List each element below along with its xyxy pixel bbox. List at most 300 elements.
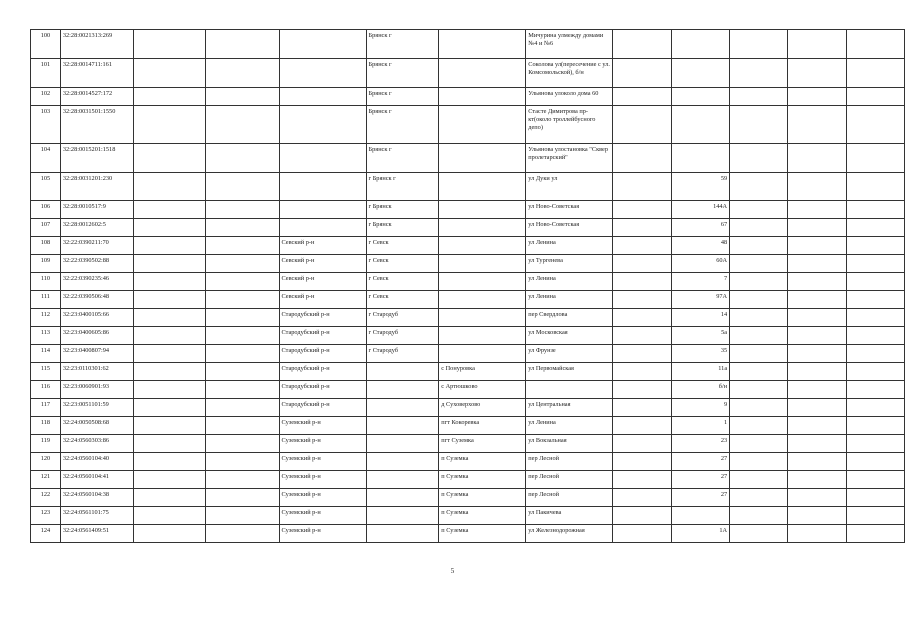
cadastral-number-cell: 32:24:0050508:68 [60, 417, 133, 435]
street-cell: ул Фрунзе [526, 345, 613, 363]
house-number-cell: 14 [671, 309, 729, 327]
street-cell: пер Лесной [526, 489, 613, 507]
cadastral-number-cell: 32:28:0031501:1550 [60, 106, 133, 144]
district-cell: Суземский р-н [279, 525, 366, 543]
row-number-cell: 103 [31, 106, 61, 144]
city-cell [366, 453, 439, 471]
empty-cell [730, 309, 788, 327]
table-row [31, 417, 905, 435]
empty-cell [846, 489, 904, 507]
house-number-cell: 1А [671, 525, 729, 543]
empty-cell [133, 219, 206, 237]
house-number-cell: 35 [671, 345, 729, 363]
row-number-cell: 112 [31, 309, 61, 327]
district-cell: Стародубский р-н [279, 345, 366, 363]
district-cell: Суземский р-н [279, 507, 366, 525]
house-number-cell [671, 507, 729, 525]
settlement-cell [439, 309, 526, 327]
empty-cell [613, 453, 671, 471]
street-cell: Ульянова улоколо дома 60 [526, 88, 613, 106]
empty-cell [846, 237, 904, 255]
row-number-cell: 116 [31, 381, 61, 399]
district-cell [279, 30, 366, 59]
empty-cell [133, 106, 206, 144]
empty-cell [206, 399, 279, 417]
city-cell [366, 471, 439, 489]
page-number: 5 [450, 567, 455, 575]
empty-cell [846, 291, 904, 309]
empty-cell [206, 173, 279, 201]
row-number-cell: 102 [31, 88, 61, 106]
row-number-cell: 104 [31, 144, 61, 173]
empty-cell [846, 88, 904, 106]
row-number-cell: 122 [31, 489, 61, 507]
empty-cell [613, 363, 671, 381]
empty-cell [206, 106, 279, 144]
street-cell: ул Вокзальная [526, 435, 613, 453]
empty-cell [133, 507, 206, 525]
empty-cell [846, 201, 904, 219]
row-number-cell: 121 [31, 471, 61, 489]
empty-cell [613, 417, 671, 435]
settlement-cell: с Артюшково [439, 381, 526, 399]
empty-cell [613, 345, 671, 363]
table-row [31, 237, 905, 255]
street-cell: ул Центральная [526, 399, 613, 417]
cadastral-number-cell: 32:24:0560303:86 [60, 435, 133, 453]
district-cell: Суземский р-н [279, 417, 366, 435]
empty-cell [846, 106, 904, 144]
empty-cell [846, 345, 904, 363]
empty-cell [613, 489, 671, 507]
house-number-cell [671, 59, 729, 88]
empty-cell [613, 435, 671, 453]
settlement-cell [439, 88, 526, 106]
empty-cell [613, 88, 671, 106]
empty-cell [133, 273, 206, 291]
street-cell: пер Лесной [526, 471, 613, 489]
empty-cell [613, 144, 671, 173]
empty-cell [788, 30, 846, 59]
district-cell: Севский р-н [279, 291, 366, 309]
empty-cell [788, 144, 846, 173]
house-number-cell: 27 [671, 471, 729, 489]
row-number-cell: 105 [31, 173, 61, 201]
street-cell: ул Железнодорожная [526, 525, 613, 543]
table-row [31, 327, 905, 345]
district-cell: Суземский р-н [279, 435, 366, 453]
empty-cell [788, 399, 846, 417]
empty-cell [730, 273, 788, 291]
table-row [31, 219, 905, 237]
street-cell: ул Ленина [526, 291, 613, 309]
street-cell: ул Ленина [526, 417, 613, 435]
street-cell: ул Ленина [526, 237, 613, 255]
empty-cell [206, 201, 279, 219]
street-cell: Соколова ул(пересечение с ул. Комсомольской), б/н [526, 59, 613, 88]
cadastral-number-cell: 32:23:0110301:62 [60, 363, 133, 381]
empty-cell [730, 255, 788, 273]
empty-cell [206, 144, 279, 173]
street-cell: ул Ленина [526, 273, 613, 291]
settlement-cell: п Суземка [439, 525, 526, 543]
house-number-cell: 7 [671, 273, 729, 291]
empty-cell [846, 435, 904, 453]
street-cell: ул Пакичева [526, 507, 613, 525]
cadastral-number-cell: 32:24:0560104:38 [60, 489, 133, 507]
district-cell [279, 201, 366, 219]
cadastral-number-cell: 32:22:0390502:88 [60, 255, 133, 273]
empty-cell [730, 30, 788, 59]
empty-cell [788, 219, 846, 237]
table-row [31, 309, 905, 327]
city-cell [366, 525, 439, 543]
table-row [31, 30, 905, 59]
empty-cell [730, 59, 788, 88]
empty-cell [206, 363, 279, 381]
empty-cell [788, 525, 846, 543]
street-cell: ул Дуки ул [526, 173, 613, 201]
empty-cell [788, 417, 846, 435]
empty-cell [133, 88, 206, 106]
empty-cell [730, 327, 788, 345]
row-number-cell: 113 [31, 327, 61, 345]
house-number-cell: 97А [671, 291, 729, 309]
empty-cell [788, 327, 846, 345]
settlement-cell [439, 345, 526, 363]
row-number-cell: 109 [31, 255, 61, 273]
cadastral-number-cell: 32:22:0390211:70 [60, 237, 133, 255]
row-number-cell: 110 [31, 273, 61, 291]
empty-cell [206, 435, 279, 453]
cadastral-number-cell: 32:22:0390506:48 [60, 291, 133, 309]
data-table [30, 29, 905, 543]
empty-cell [846, 417, 904, 435]
house-number-cell: 5а [671, 327, 729, 345]
district-cell: Севский р-н [279, 255, 366, 273]
empty-cell [730, 219, 788, 237]
empty-cell [846, 59, 904, 88]
empty-cell [613, 291, 671, 309]
empty-cell [730, 417, 788, 435]
settlement-cell: пгт Суземка [439, 435, 526, 453]
empty-cell [613, 201, 671, 219]
empty-cell [788, 435, 846, 453]
district-cell [279, 88, 366, 106]
table-row [31, 507, 905, 525]
settlement-cell: д Суховерхово [439, 399, 526, 417]
house-number-cell: 27 [671, 489, 729, 507]
table-row [31, 291, 905, 309]
row-number-cell: 114 [31, 345, 61, 363]
house-number-cell [671, 30, 729, 59]
empty-cell [613, 309, 671, 327]
empty-cell [133, 453, 206, 471]
city-cell: г Стародуб [366, 345, 439, 363]
empty-cell [206, 471, 279, 489]
empty-cell [133, 327, 206, 345]
empty-cell [133, 30, 206, 59]
row-number-cell: 108 [31, 237, 61, 255]
empty-cell [730, 525, 788, 543]
empty-cell [730, 381, 788, 399]
empty-cell [133, 381, 206, 399]
street-cell: Мичурина улмежду домами №4 и №6 [526, 30, 613, 59]
street-cell: Стасте Димитрова пр-кт(около троллейбусного депо) [526, 106, 613, 144]
empty-cell [613, 525, 671, 543]
settlement-cell [439, 173, 526, 201]
street-cell: ул Московская [526, 327, 613, 345]
empty-cell [788, 291, 846, 309]
empty-cell [846, 381, 904, 399]
table-row [31, 381, 905, 399]
empty-cell [133, 173, 206, 201]
empty-cell [730, 489, 788, 507]
settlement-cell [439, 237, 526, 255]
empty-cell [846, 309, 904, 327]
district-cell: Стародубский р-н [279, 363, 366, 381]
district-cell [279, 173, 366, 201]
city-cell: г Брянск [366, 201, 439, 219]
empty-cell [613, 219, 671, 237]
city-cell: Брянск г [366, 106, 439, 144]
settlement-cell [439, 144, 526, 173]
settlement-cell [439, 30, 526, 59]
empty-cell [206, 525, 279, 543]
empty-cell [846, 363, 904, 381]
settlement-cell [439, 201, 526, 219]
table-row [31, 363, 905, 381]
row-number-cell: 100 [31, 30, 61, 59]
cadastral-number-cell: 32:24:0560104:40 [60, 453, 133, 471]
settlement-cell: п Суземка [439, 453, 526, 471]
house-number-cell: 60А [671, 255, 729, 273]
house-number-cell: б/н [671, 381, 729, 399]
empty-cell [730, 471, 788, 489]
empty-cell [846, 507, 904, 525]
cadastral-number-cell: 32:28:0010517:9 [60, 201, 133, 219]
empty-cell [846, 144, 904, 173]
cadastral-number-cell: 32:23:0060901:93 [60, 381, 133, 399]
empty-cell [133, 345, 206, 363]
empty-cell [730, 144, 788, 173]
row-number-cell: 115 [31, 363, 61, 381]
empty-cell [206, 255, 279, 273]
district-cell: Суземский р-н [279, 453, 366, 471]
row-number-cell: 120 [31, 453, 61, 471]
district-cell [279, 59, 366, 88]
settlement-cell: пгт Кокоревка [439, 417, 526, 435]
empty-cell [613, 255, 671, 273]
empty-cell [788, 237, 846, 255]
settlement-cell: п Суземка [439, 489, 526, 507]
row-number-cell: 123 [31, 507, 61, 525]
city-cell: Брянск г [366, 59, 439, 88]
table-row [31, 201, 905, 219]
empty-cell [206, 309, 279, 327]
empty-cell [206, 507, 279, 525]
empty-cell [613, 381, 671, 399]
house-number-cell [671, 88, 729, 106]
empty-cell [846, 255, 904, 273]
district-cell: Стародубский р-н [279, 399, 366, 417]
street-cell [526, 381, 613, 399]
table-row [31, 273, 905, 291]
table-row [31, 453, 905, 471]
row-number-cell: 117 [31, 399, 61, 417]
district-cell [279, 219, 366, 237]
row-number-cell: 118 [31, 417, 61, 435]
empty-cell [613, 173, 671, 201]
house-number-cell: 59 [671, 173, 729, 201]
empty-cell [788, 507, 846, 525]
empty-cell [788, 88, 846, 106]
empty-cell [788, 255, 846, 273]
empty-cell [730, 201, 788, 219]
cadastral-number-cell: 32:23:0400105:66 [60, 309, 133, 327]
cadastral-number-cell: 32:28:0012602:5 [60, 219, 133, 237]
empty-cell [788, 201, 846, 219]
empty-cell [206, 237, 279, 255]
house-number-cell: 27 [671, 453, 729, 471]
settlement-cell [439, 291, 526, 309]
cadastral-number-cell: 32:24:0561409:51 [60, 525, 133, 543]
house-number-cell: 1 [671, 417, 729, 435]
district-cell [279, 144, 366, 173]
cadastral-number-cell: 32:24:0560104:41 [60, 471, 133, 489]
table-row [31, 525, 905, 543]
district-cell: Стародубский р-н [279, 327, 366, 345]
street-cell: пер Лесной [526, 453, 613, 471]
empty-cell [846, 219, 904, 237]
house-number-cell: 9 [671, 399, 729, 417]
settlement-cell [439, 106, 526, 144]
settlement-cell: с Понуровка [439, 363, 526, 381]
city-cell [366, 381, 439, 399]
district-cell: Стародубский р-н [279, 381, 366, 399]
empty-cell [730, 363, 788, 381]
table-row [31, 399, 905, 417]
city-cell: Брянск г [366, 30, 439, 59]
house-number-cell [671, 106, 729, 144]
city-cell: г Севск [366, 237, 439, 255]
row-number-cell: 106 [31, 201, 61, 219]
cadastral-number-cell: 32:23:0051101:59 [60, 399, 133, 417]
empty-cell [730, 345, 788, 363]
empty-cell [788, 345, 846, 363]
settlement-cell [439, 327, 526, 345]
cadastral-number-cell: 32:23:0400807:94 [60, 345, 133, 363]
city-cell [366, 435, 439, 453]
district-cell: Севский р-н [279, 237, 366, 255]
settlement-cell [439, 219, 526, 237]
street-cell: ул Тургенева [526, 255, 613, 273]
empty-cell [133, 255, 206, 273]
empty-cell [730, 291, 788, 309]
district-cell: Суземский р-н [279, 489, 366, 507]
district-cell: Суземский р-н [279, 471, 366, 489]
empty-cell [206, 219, 279, 237]
empty-cell [846, 399, 904, 417]
table-row [31, 88, 905, 106]
row-number-cell: 119 [31, 435, 61, 453]
empty-cell [788, 471, 846, 489]
empty-cell [788, 381, 846, 399]
city-cell [366, 417, 439, 435]
house-number-cell: 48 [671, 237, 729, 255]
empty-cell [133, 471, 206, 489]
empty-cell [730, 435, 788, 453]
empty-cell [788, 309, 846, 327]
street-cell: Ульянова улостановка "Сквер пролетарский" [526, 144, 613, 173]
empty-cell [133, 237, 206, 255]
city-cell [366, 489, 439, 507]
empty-cell [730, 106, 788, 144]
cadastral-number-cell: 32:22:0390235:46 [60, 273, 133, 291]
empty-cell [206, 453, 279, 471]
empty-cell [133, 201, 206, 219]
city-cell: г Севск [366, 255, 439, 273]
city-cell: г Брянск г [366, 173, 439, 201]
district-cell: Севский р-н [279, 273, 366, 291]
empty-cell [133, 435, 206, 453]
street-cell: ул Ново-Советская [526, 219, 613, 237]
house-number-cell: 23 [671, 435, 729, 453]
empty-cell [206, 30, 279, 59]
empty-cell [613, 471, 671, 489]
empty-cell [133, 363, 206, 381]
empty-cell [730, 88, 788, 106]
house-number-cell: 67 [671, 219, 729, 237]
house-number-cell [671, 144, 729, 173]
city-cell [366, 507, 439, 525]
city-cell: г Севск [366, 291, 439, 309]
empty-cell [788, 273, 846, 291]
empty-cell [846, 30, 904, 59]
table-row [31, 173, 905, 201]
empty-cell [846, 173, 904, 201]
empty-cell [613, 273, 671, 291]
empty-cell [788, 453, 846, 471]
empty-cell [206, 273, 279, 291]
house-number-cell: 144А [671, 201, 729, 219]
empty-cell [133, 59, 206, 88]
table-row [31, 435, 905, 453]
cadastral-number-cell: 32:28:0014527:172 [60, 88, 133, 106]
empty-cell [613, 399, 671, 417]
empty-cell [133, 399, 206, 417]
settlement-cell: п Суземка [439, 507, 526, 525]
empty-cell [613, 106, 671, 144]
row-number-cell: 111 [31, 291, 61, 309]
city-cell [366, 363, 439, 381]
empty-cell [788, 59, 846, 88]
street-cell: пер Свердлова [526, 309, 613, 327]
empty-cell [613, 59, 671, 88]
city-cell: г Стародуб [366, 309, 439, 327]
settlement-cell [439, 255, 526, 273]
table-row [31, 144, 905, 173]
empty-cell [846, 453, 904, 471]
settlement-cell [439, 273, 526, 291]
city-cell: г Севск [366, 273, 439, 291]
house-number-cell: 11а [671, 363, 729, 381]
empty-cell [730, 453, 788, 471]
empty-cell [730, 237, 788, 255]
empty-cell [206, 489, 279, 507]
empty-cell [133, 525, 206, 543]
empty-cell [133, 489, 206, 507]
